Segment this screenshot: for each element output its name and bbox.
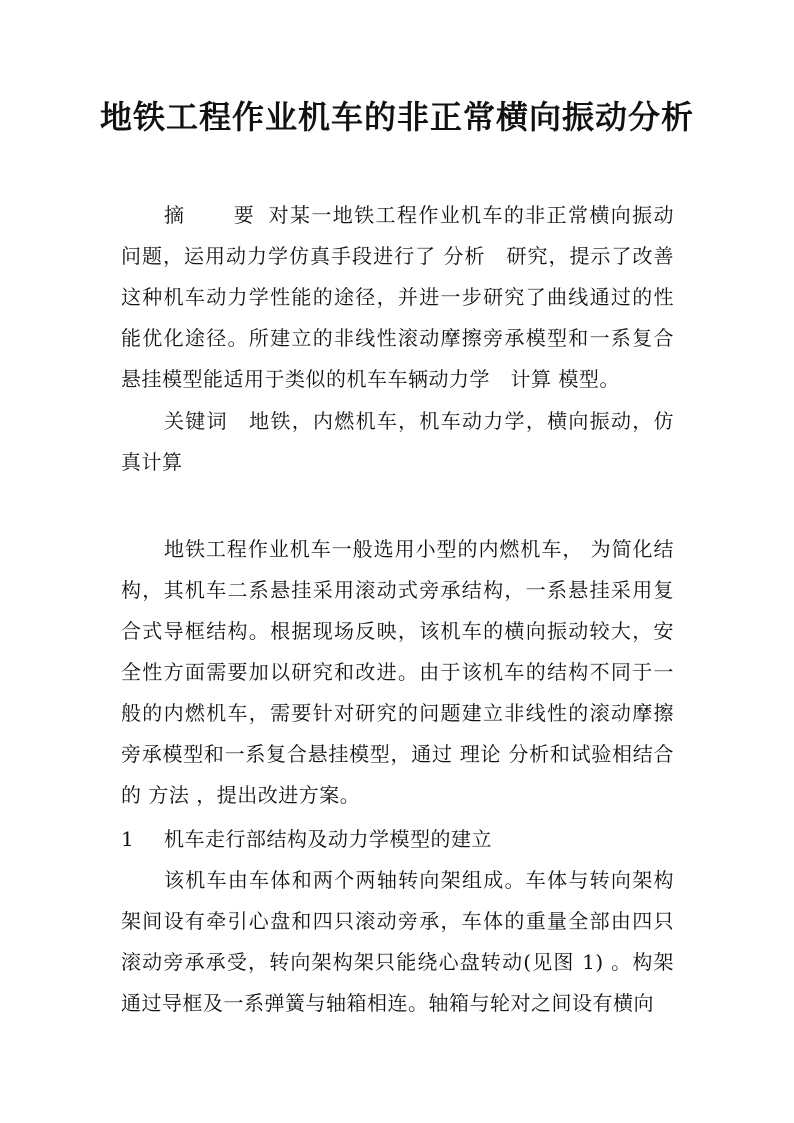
keywords-paragraph bbox=[121, 401, 674, 483]
intro-paragraph: 地铁工程作业机车一般选用小型的内燃机车， 为简化结构，其机车二系悬挂采用滚动式旁承结构，一系悬挂采用复合式导框结构。根据现场反映，该机车的横向振动较大，安全性方面需要加以研究和改进。由于该机车的结构不同于一般的内燃机车，需要针对研究的问题建立非线性的滚动摩擦旁承模型和一系复合悬挂模型，通过 理论 分析和试验相结合的 方法 ，提出改进方案。 bbox=[121, 537, 674, 807]
abstract-text: 对某一地铁工程作业机车的非正常横向振动问题，运用动力学仿真手段进行了 分析 研究，提示了改善这种机车动力学性能的途径，并进一步研究了曲线通过的性能优化途径。所建立的非线性滚动摩擦旁承模型和一系复合悬挂模型能适用于类似的机车车辆动力学 计算 模型。 bbox=[121, 203, 675, 391]
keywords-text: 地铁，内燃机车，机车动力学，横向振动，仿真计算 bbox=[121, 409, 675, 474]
section-number: 1 bbox=[121, 827, 135, 851]
section-paragraph: 该机车由车体和两个两轴转向架组成。车体与转向架构架间设有牵引心盘和四只滚动旁承，车体的重量全部由四只滚动旁承承受，转向架构架只能绕心盘转动(见图 1) 。构架通过导框及一系弹簧与轴箱相连。轴箱与轮对之间设有横向 bbox=[121, 868, 674, 1015]
abstract-label: 摘 要 bbox=[164, 203, 269, 227]
section-title: 机车走行部结构及动力学模型的建立 bbox=[164, 827, 492, 851]
document-title: 地铁工程作业机车的非正常横向振动分析 bbox=[100, 98, 695, 136]
keywords-label: 关键词 bbox=[164, 409, 228, 433]
abstract-paragraph bbox=[121, 195, 674, 400]
section-heading bbox=[121, 819, 674, 860]
